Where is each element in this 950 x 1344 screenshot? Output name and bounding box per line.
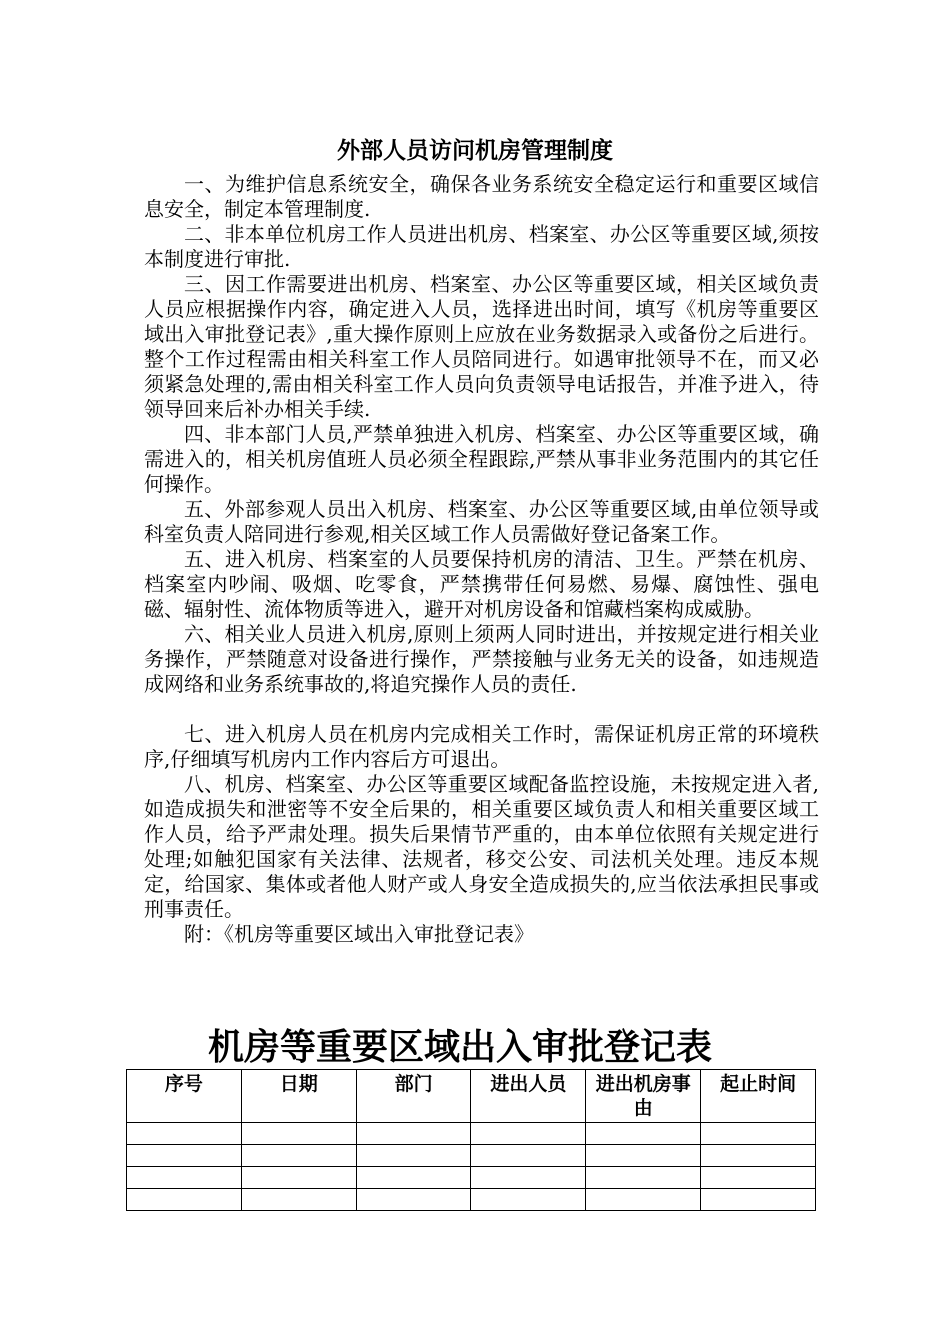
paragraph-2: 二、非本单位机房工作人员进出机房、档案室、办公区等重要区域,须按本制度进行审批.: [144, 222, 819, 271]
table-row: [127, 1167, 816, 1189]
table-header-row: [127, 1070, 816, 1123]
paragraph-9: 八、机房、档案室、办公区等重要区域配备监控设施，未按规定进入者,如造成损失和泄密等不安全后果的，相关重要区域负责人和相关重要区域工作人员，给予严肃处理。损失后果情节严重的，由本单位依照有关规定进行处理;如触犯国家有关法律、法规者，移交公安、司法机关处理。违反本规定，给国家、集体或者他人财产或人身安全造成损失的,应当依法承担民事或刑事责任。: [144, 772, 819, 921]
paragraph-4: 四、非本部门人员,严禁单独进入机房、档案室、办公区等重要区域，确需进入的，相关机房值班人员必须全程跟踪,严禁从事非业务范围内的其它任何操作。: [144, 422, 819, 496]
paragraph-5: 五、外部参观人员出入机房、档案室、办公区等重要区域,由单位领导或科室负责人陪同进行参观,相关区域工作人员需做好登记备案工作。: [144, 497, 819, 546]
header-time-range: 起止时间: [701, 1070, 816, 1123]
form-title: 机房等重要区域出入审批登记表: [207, 1026, 712, 1068]
paragraph-1: 一、为维护信息系统安全，确保各业务系统安全稳定运行和重要区域信息安全，制定本管理制度.: [144, 172, 819, 221]
header-department: 部门: [356, 1070, 471, 1123]
paragraph-7: 六、相关业人员进入机房,原则上须两人同时进出，并按规定进行相关业务操作，严禁随意对设备进行操作，严禁接触与业务无关的设备，如违规造成网络和业务系统事故的,将追究操作人员的责任.: [144, 622, 819, 696]
header-personnel: 进出人员: [471, 1070, 586, 1123]
document-title: 外部人员访问机房管理制度: [337, 138, 613, 164]
attachment-note: 附：《机房等重要区域出入审批登记表》: [184, 922, 534, 946]
paragraph-8: 七、进入机房人员在机房内完成相关工作时，需保证机房正常的环境秩序,仔细填写机房内工作内容后方可退出。: [144, 722, 819, 771]
table-row: [127, 1123, 816, 1145]
registration-table: [126, 1069, 816, 1211]
paragraph-6: 五、进入机房、档案室的人员要保持机房的清洁、卫生。严禁在机房、档案室内吵闹、吸烟、吃零食，严禁携带任何易燃、易爆、腐蚀性、强电磁、辐射性、流体物质等进入，避开对机房设备和馆藏档案构成威胁。: [144, 547, 819, 621]
table-row: [127, 1145, 816, 1167]
document-body: [144, 172, 819, 947]
table-row: [127, 1189, 816, 1211]
header-date: 日期: [241, 1070, 356, 1123]
header-serial-number: 序号: [127, 1070, 242, 1123]
header-reason: 进出机房事由: [586, 1070, 701, 1123]
paragraph-3: 三、因工作需要进出机房、档案室、办公区等重要区域，相关区域负责人员应根据操作内容，确定进入人员，选择进出时间，填写《机房等重要区域出入审批登记表》,重大操作原则上应放在业务数据录入或备份之后进行。整个工作过程需由相关科室工作人员陪同进行。如遇审批领导不在，而又必须紧急处理的,需由相关科室工作人员向负责领导电话报告，并准予进入，待领导回来后补办相关手续.: [144, 272, 819, 421]
